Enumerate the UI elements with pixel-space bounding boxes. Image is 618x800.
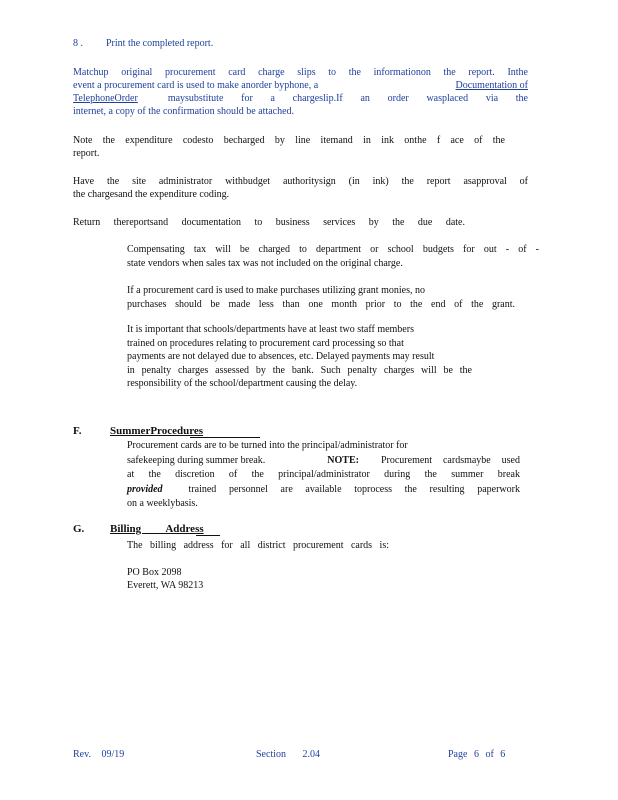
list-item [127, 243, 539, 270]
title-underline [190, 437, 260, 438]
documentation-link[interactable]: Documentation of [455, 80, 528, 91]
paragraph-return: Return thereportsand documentation to business services by the due date. [73, 217, 465, 228]
footer-revision: Rev. 09/19 [73, 749, 125, 760]
paragraph-matchup [73, 66, 528, 118]
list-item-line [127, 454, 520, 469]
title-underline [196, 535, 220, 536]
list-item-line: responsibility of the school/department causing the delay. [127, 378, 358, 389]
section-g-letter: G. [73, 523, 85, 535]
paragraph-line: the chargesand the expenditure coding. [73, 189, 230, 200]
paragraph-line: Have the site administrator withbudget authoritysign (in ink) the report asapproval of [73, 176, 528, 187]
list-item [127, 284, 515, 311]
list-item-line: purchases should be made less than one month prior to the end of the grant. [127, 298, 515, 310]
address-line: PO Box 2098 [127, 567, 182, 578]
address-line: Everett, WA 98213 [127, 580, 204, 591]
list-item-line: payments are not delayed due to absences, etc. Delayed payments may result [127, 351, 435, 362]
step-8 [73, 37, 273, 50]
paragraph-line [73, 92, 528, 105]
paragraph-text: event a procurement card is used to make anorder byphone, a [73, 80, 319, 91]
list-item-line [127, 483, 520, 498]
list-item-text: Procurement cardsmaybe used [380, 454, 520, 466]
list-item-line: If a procurement card is used to make purchases utilizing grant monies, no [127, 285, 425, 296]
list-item-line: at the discretion of the principal/administrator during the summer break [127, 469, 520, 480]
list-item-line: in penalty charges assessed by the bank. Such penalty charges will be the [127, 364, 472, 376]
list-item-line: Compensating tax will be charged to department or school budgets for out - of - [127, 244, 539, 255]
paragraph-have [73, 175, 528, 201]
list-item [127, 439, 520, 512]
paragraph-line: Note the expenditure codesto becharged by line itemand in ink onthe f ace of the [73, 135, 505, 146]
billing-address [127, 566, 203, 592]
footer-section: Section 2.04 [256, 749, 320, 760]
list-item [127, 323, 472, 391]
note-label: NOTE: [327, 454, 359, 466]
list-item-text: safekeeping during summer break. [127, 454, 266, 466]
list-item-line: The billing address for all district procurement cards is: [127, 540, 389, 551]
list-item-line: It is important that schools/departments have at least two staff members [127, 324, 414, 335]
list-item-line: Procurement cards are to be turned into the principal/administrator for [127, 440, 408, 451]
footer-page: Page 6 of 6 [448, 749, 506, 760]
paragraph-text: maysubstitute for a chargeslip.If an order wasplaced via the [167, 93, 528, 104]
paragraph-line: report. [73, 148, 100, 159]
list-item [127, 539, 389, 552]
paragraph-line: Matchup original procurement card charge slips to the informationon the report. Inthe [73, 67, 528, 78]
telephone-order-link[interactable]: TelephoneOrder [73, 93, 138, 104]
section-f-title: SummerProcedures [110, 425, 204, 437]
provided-emphasis: provided [127, 483, 163, 495]
step-number: 8 . [73, 38, 83, 49]
list-item-line: state vendors when sales tax was not included on the original charge. [127, 257, 403, 269]
list-item-text: trained personnel are available toprocess the resulting paperwork [188, 483, 520, 495]
section-g-title: Billing Address [110, 523, 204, 535]
paragraph-line: internet, a copy of the confirmation should be attached. [73, 106, 295, 117]
list-item-line: trained on procedures relating to procurement card processing so that [127, 337, 404, 349]
section-f-letter: F. [73, 425, 82, 437]
step-text: Print the completed report. [106, 38, 214, 49]
list-item-line: on a weeklybasis. [127, 498, 198, 509]
paragraph-note [73, 134, 505, 160]
paragraph-line [73, 79, 528, 92]
